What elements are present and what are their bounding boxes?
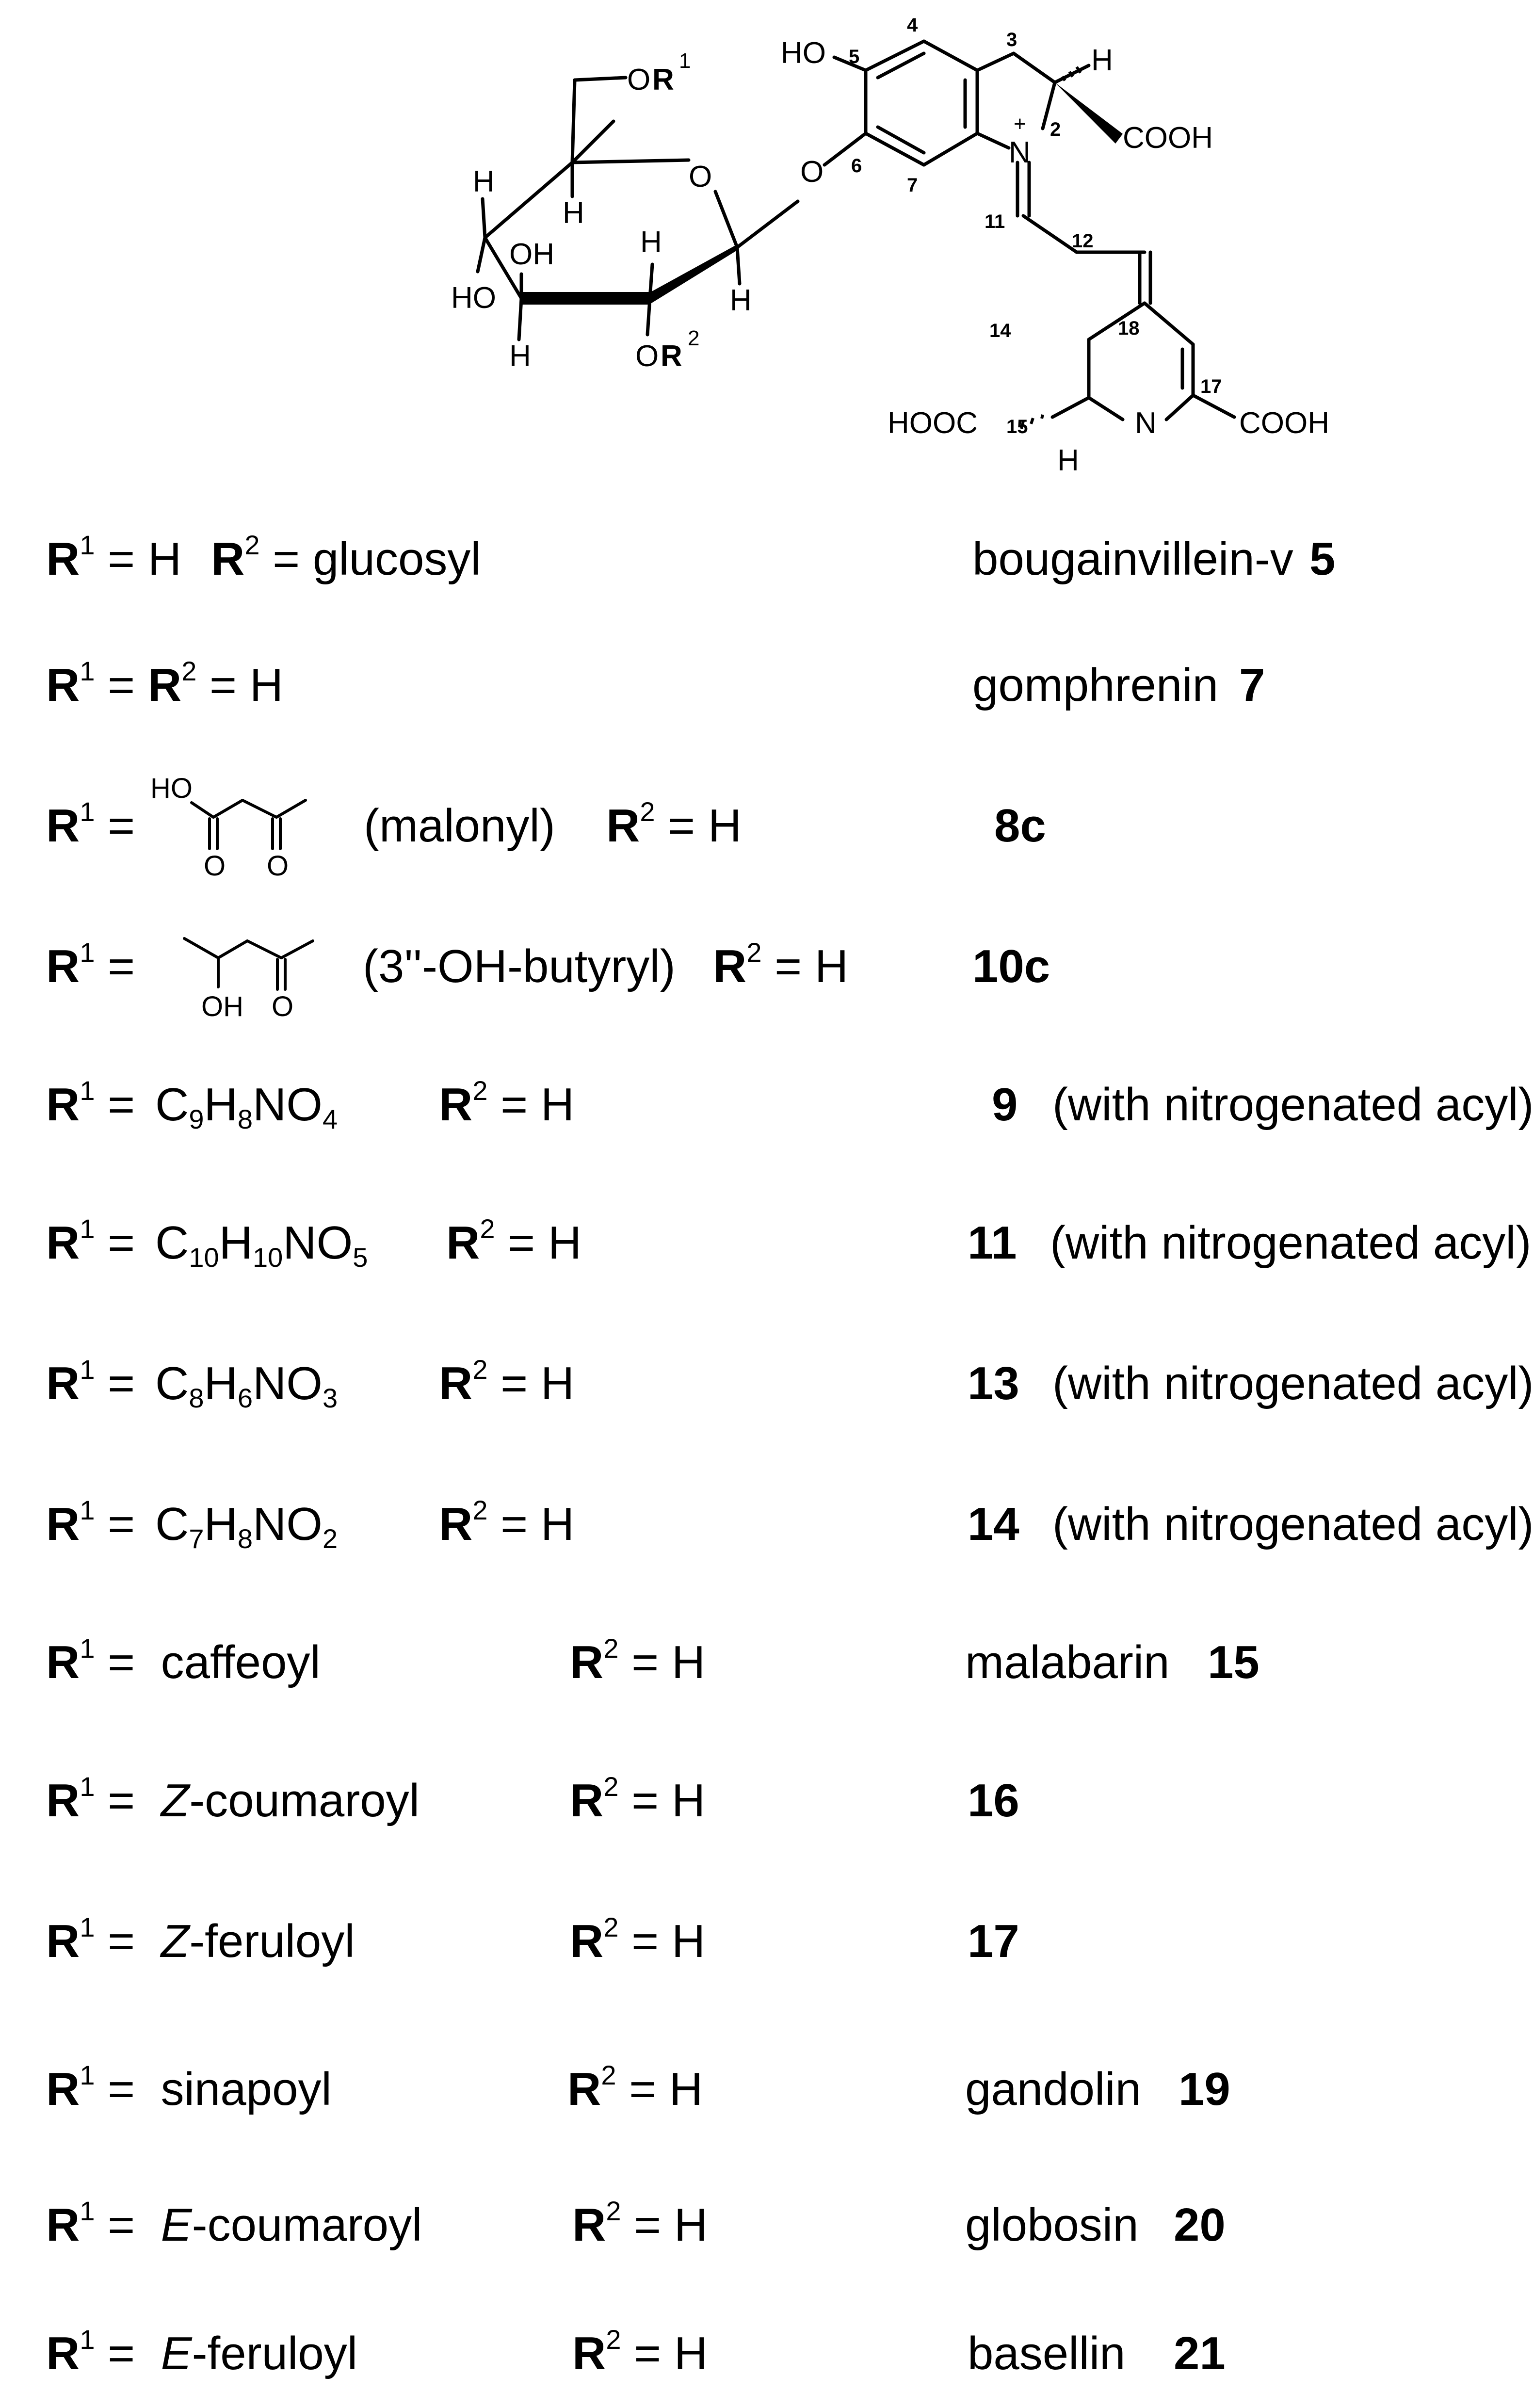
compound-row-13 (0, 1354, 1534, 1438)
compound-number: 17 (968, 1915, 1019, 1967)
r1-assignment: $R^1$ = caffeoyl (46, 1633, 321, 1688)
r2-assignment: $R^2 = H$ (713, 937, 849, 992)
atom-r2-superscript: 2 (688, 326, 700, 350)
compound-name: basellin (968, 2327, 1126, 2379)
r2-assignment: $R^2 = H$ (446, 1213, 582, 1269)
compound-number: 21 (1174, 2327, 1226, 2379)
compound-number: 13 (968, 1358, 1019, 1409)
atom-h-6: H (1091, 44, 1113, 77)
compound-row-5 (0, 530, 1534, 614)
locant-14: 14 (989, 320, 1011, 341)
atom-cooh-c17: COOH (1239, 406, 1329, 440)
atom-ho-left: HO (451, 281, 496, 315)
r2-assignment: $R^2 = H$ (572, 2196, 708, 2251)
compound-row-19 (0, 2060, 1534, 2144)
compound-row-14 (0, 1495, 1534, 1579)
compound-name: gandolin (965, 2063, 1141, 2115)
malonyl-structure-drawing (145, 771, 339, 883)
acyl-formula: $C_9H_8NO_4$ (155, 1079, 338, 1134)
locant-3: 3 (1006, 29, 1017, 50)
atom-r1-superscript: 1 (679, 49, 691, 73)
r2-assignment: $R^2 = H$ (439, 1354, 575, 1409)
atom-ring-oxygen: O (689, 160, 712, 194)
atom-o-r1: O (627, 63, 651, 97)
butyryl-oh-label: OH (201, 991, 243, 1022)
atom-cooh-c2: COOH (1123, 121, 1213, 155)
acyl-formula: $C_7H_8NO_2$ (155, 1498, 338, 1554)
atom-r1-label: R (652, 63, 674, 97)
locant-7: 7 (907, 175, 918, 196)
compound-number: 19 (1179, 2063, 1230, 2115)
compound-row-7 (0, 656, 1534, 740)
atom-n-ring: N (1135, 406, 1157, 440)
compound-number: 15 (1208, 1636, 1259, 1688)
atom-h-4: H (509, 339, 531, 373)
atom-h-3: H (640, 226, 662, 259)
atom-h-2: H (563, 196, 584, 230)
r1-assignment: $R^1$ = E-feruloyl (46, 2324, 358, 2379)
r1-assignment: $R^1$ = Z-coumaroyl (46, 1771, 420, 1826)
locant-15: 15 (1006, 416, 1028, 437)
charge-plus: + (1014, 112, 1026, 136)
r1-assignment: $R^1$ = Z-feruloyl (46, 1912, 355, 1967)
r2-assignment: $R^2 = H$ (567, 2060, 703, 2115)
compound-row-15 (0, 1633, 1534, 1717)
compound-name: bougainvillein-v (972, 533, 1293, 585)
atom-h-5: H (730, 284, 752, 317)
locant-5: 5 (849, 46, 860, 67)
r1-assignment: $R^1 = H$ (46, 530, 182, 585)
atom-nh-hydrogen: H (1057, 444, 1079, 477)
locant-18: 18 (1118, 318, 1140, 339)
atom-oh-ring: OH (509, 238, 554, 271)
atom-h-1: H (473, 165, 495, 198)
r2-assignment: $R^2 = H$ (606, 796, 742, 852)
r2-assignment: $R^2 = H$ (570, 1771, 706, 1826)
compound-name: malabarin (965, 1636, 1170, 1688)
compound-number: 16 (968, 1775, 1019, 1826)
malonyl-o-label-2: O (267, 850, 289, 882)
atom-o-r2: O (635, 339, 659, 373)
compound-row-20 (0, 2196, 1534, 2279)
compound-number: 10c (972, 940, 1050, 992)
atom-r2-label: R (661, 339, 682, 373)
compound-number: 8c (994, 800, 1046, 852)
compound-name: globosin (965, 2199, 1139, 2251)
r1-assignment: $R^1$ = (46, 1495, 135, 1550)
locant-17: 17 (1200, 376, 1222, 397)
acyl-formula: $C_{10}H_{10}NO_5$ (155, 1217, 368, 1273)
compound-number: 5 (1309, 533, 1336, 585)
r1-assignment: $R^1$ = E-coumaroyl (46, 2196, 422, 2251)
compound-row-21 (0, 2324, 1534, 2408)
locant-12: 12 (1072, 230, 1094, 252)
compound-number: 7 (1239, 659, 1265, 711)
acyl-note: (with nitrogenated acyl) (1052, 1079, 1534, 1131)
atom-n-plus: N (1009, 136, 1031, 169)
r1-assignment: $R^1$ = (46, 937, 135, 992)
compound-row-10c (0, 937, 1534, 1022)
malonyl-ho-label: HO (150, 773, 193, 804)
r2-assignment: $R^2 = H$ (570, 1633, 706, 1688)
locant-4: 4 (907, 15, 918, 36)
acyl-label: (3''-OH-butyryl) (363, 940, 676, 992)
r1-r2-assignment: $R^1 = R^2 = H$ (46, 656, 284, 711)
hydroxybutyryl-structure-drawing (175, 919, 339, 1026)
r2-assignment: $R^2 = H$ (570, 1912, 706, 1967)
butyryl-o-label: O (272, 991, 294, 1022)
malonyl-o-label-1: O (204, 850, 226, 882)
acyl-note: (with nitrogenated acyl) (1050, 1217, 1532, 1269)
compound-row-8c (0, 773, 1534, 882)
locant-6: 6 (851, 155, 862, 177)
acyl-label: (malonyl) (364, 800, 555, 852)
r1-assignment: $R^1$ = (46, 1213, 135, 1269)
compound-number: 14 (968, 1498, 1019, 1550)
atom-hooc-c15: HOOC (888, 406, 978, 440)
r2-assignment: $R^2 = H$ (572, 2324, 708, 2379)
acyl-note: (with nitrogenated acyl) (1052, 1498, 1534, 1550)
r1-assignment: $R^1$ = sinapoyl (46, 2060, 332, 2115)
locant-2: 2 (1050, 119, 1061, 140)
r2-assignment: $R^2$ = glucosyl (211, 530, 481, 585)
compound-number: 11 (968, 1217, 1017, 1269)
r1-assignment: $R^1$ = (46, 796, 135, 852)
acyl-note: (with nitrogenated acyl) (1052, 1358, 1534, 1409)
compound-row-9 (0, 1075, 1534, 1159)
r2-assignment: $R^2 = H$ (439, 1495, 575, 1550)
locant-11: 11 (985, 211, 1005, 232)
compound-number: 20 (1174, 2199, 1226, 2251)
compound-name: gomphrenin (972, 659, 1218, 711)
atom-ho-top: HO (781, 36, 826, 70)
compound-number: 9 (992, 1079, 1018, 1131)
compound-row-17 (0, 1912, 1534, 1996)
atom-glycosidic-oxygen: O (800, 155, 824, 189)
r1-assignment: $R^1$ = (46, 1354, 135, 1409)
acyl-formula: $C_8H_6NO_3$ (155, 1358, 338, 1413)
compound-row-16 (0, 1771, 1534, 1855)
r1-assignment: $R^1$ = (46, 1075, 135, 1131)
compound-row-11 (0, 1213, 1534, 1297)
betacyanin-structure-drawing (0, 0, 1534, 490)
r2-assignment: $R^2 = H$ (439, 1075, 575, 1131)
